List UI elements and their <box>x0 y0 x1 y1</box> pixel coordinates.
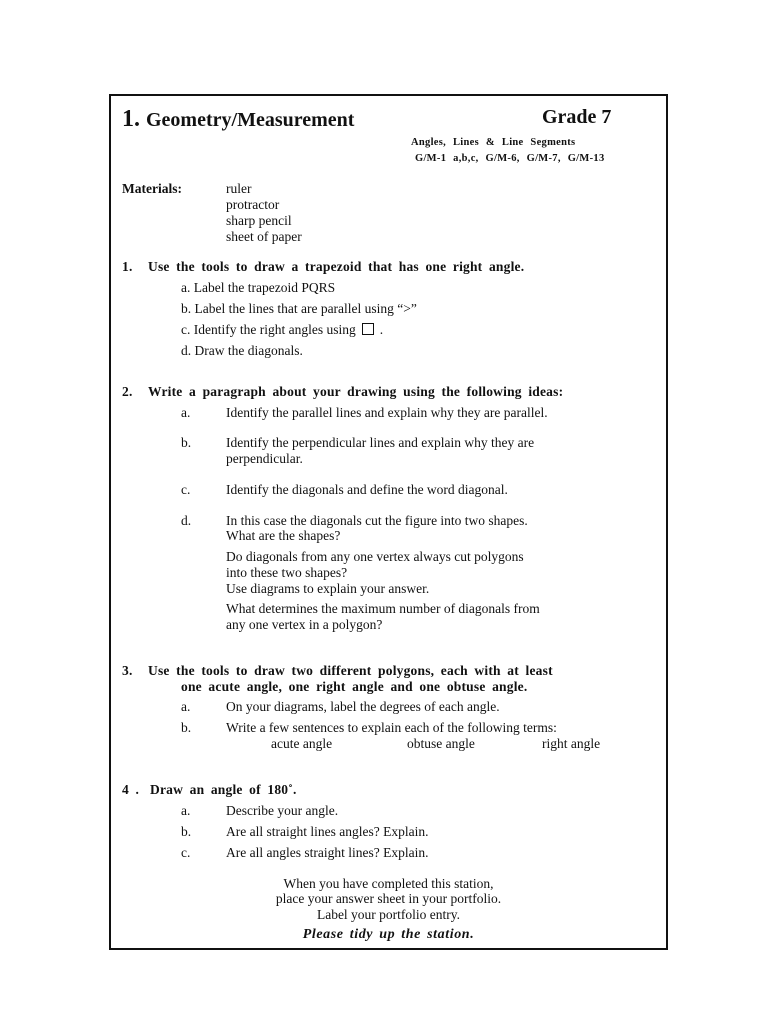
q2-text-a: Identify the parallel lines and explain why they are parallel. <box>226 405 548 420</box>
material-item: ruler <box>226 181 252 196</box>
q4-label-c: c. <box>181 845 191 860</box>
q1-item-a: a. Label the trapezoid PQRS <box>181 280 336 295</box>
q1-item-c-period: . <box>379 322 384 337</box>
q3-text-line1: Use the tools to draw two different polygons, each with at least <box>148 663 553 678</box>
q2-text-c: Identify the diagonals and define the word diagonal. <box>226 482 508 497</box>
subtitle-codes: G/M-1 a,b,c, G/M-6, G/M-7, G/M-13 <box>415 153 605 164</box>
q2-text: Write a paragraph about your drawing using the following ideas: <box>148 384 564 399</box>
section-title-text: Geometry/Measurement <box>146 109 355 131</box>
q4-text: Draw an angle of 180˚. <box>150 782 297 797</box>
material-item: protractor <box>226 197 280 212</box>
q1-item-b: b. Label the lines that are parallel using “>” <box>181 301 417 316</box>
materials-label: Materials: <box>122 181 182 196</box>
q2-label-a: a. <box>181 405 191 420</box>
q1-item-c-text: c. Identify the right angles using <box>181 322 356 337</box>
q2-text-d-line: Use diagrams to explain your answer. <box>226 581 430 596</box>
q2-label-c: c. <box>181 482 191 497</box>
q2-number: 2. <box>122 384 133 399</box>
q3-label-a: a. <box>181 699 191 714</box>
q2-text-d-line: What are the shapes? <box>226 528 341 543</box>
q2-text-d-line: In this case the diagonals cut the figure into two shapes. <box>226 513 528 528</box>
q2-label-d: d. <box>181 513 192 528</box>
q2-label-b: b. <box>181 435 192 450</box>
section-number: 1. <box>122 106 140 132</box>
q2-text-b-line2: perpendicular. <box>226 451 303 466</box>
q4-label-b: b. <box>181 824 192 839</box>
q4-label-a: a. <box>181 803 191 818</box>
footer-line: When you have completed this station, <box>283 876 494 891</box>
term-acute-angle: acute angle <box>271 736 333 751</box>
term-obtuse-angle: obtuse angle <box>407 736 475 751</box>
q4-text-c: Are all angles straight lines? Explain. <box>226 845 429 860</box>
footer-line: place your answer sheet in your portfolio. <box>275 891 502 906</box>
q3-text-a: On your diagrams, label the degrees of each angle. <box>226 699 500 714</box>
q2-text-d-line: Do diagonals from any one vertex always cut polygons <box>226 549 524 564</box>
right-angle-box-icon <box>362 323 374 335</box>
q4-text-b: Are all straight lines angles? Explain. <box>226 824 429 839</box>
subtitle-topic: Angles, Lines & Line Segments <box>411 137 576 148</box>
q3-text-b: Write a few sentences to explain each of the following terms: <box>226 720 557 735</box>
q2-text-b-line1: Identify the perpendicular lines and explain why they are <box>226 435 535 450</box>
q3-number: 3. <box>122 663 133 678</box>
q3-label-b: b. <box>181 720 192 735</box>
grade-label: Grade 7 <box>542 106 612 128</box>
q1-item-c <box>181 322 383 338</box>
q2-text-d-line: What determines the maximum number of diagonals from <box>226 601 540 616</box>
q3-text-line2: one acute angle, one right angle and one obtuse angle. <box>181 679 528 694</box>
q1-item-d: d. Draw the diagonals. <box>181 343 303 358</box>
q4-number: 4 . <box>122 782 140 797</box>
material-item: sheet of paper <box>226 229 302 244</box>
q2-text-d-line: any one vertex in a polygon? <box>226 617 383 632</box>
q2-text-d-line: into these two shapes? <box>226 565 348 580</box>
q4-text-a: Describe your angle. <box>226 803 339 818</box>
tidy-up-note: Please tidy up the station. <box>302 927 475 942</box>
q1-text: Use the tools to draw a trapezoid that has one right angle. <box>148 259 525 274</box>
footer-line: Label your portfolio entry. <box>316 907 461 922</box>
q1-number: 1. <box>122 259 133 274</box>
section-title <box>122 106 354 133</box>
term-right-angle: right angle <box>542 736 601 751</box>
material-item: sharp pencil <box>226 213 292 228</box>
